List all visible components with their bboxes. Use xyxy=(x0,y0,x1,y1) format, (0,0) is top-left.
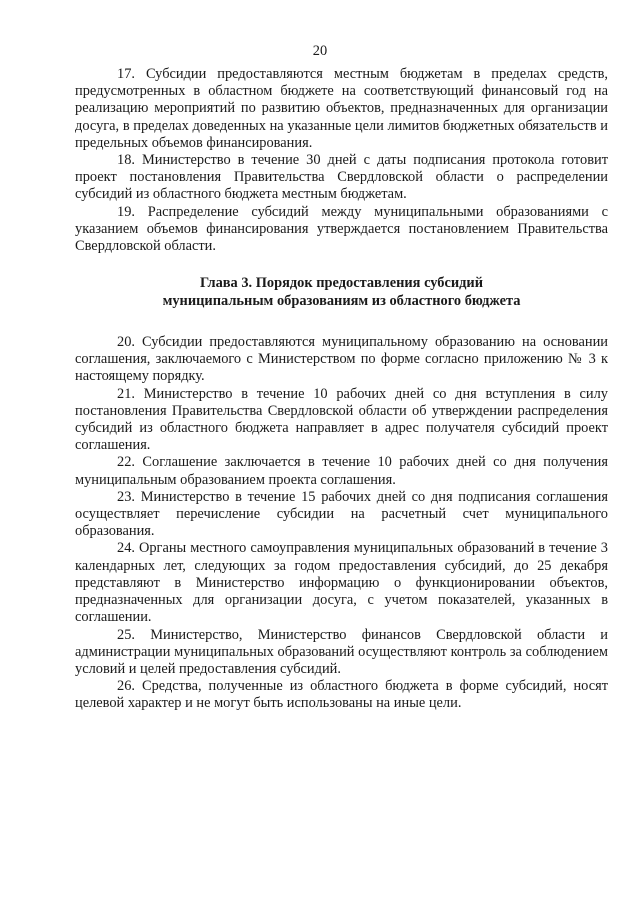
paragraph-21: 21. Министерство в течение 10 рабочих дней со дня вступления в силу постановления Правительства Свердловской области об утверждении распределения субсидий из областного бюджета направляет в адрес получателя субсидий проект соглашения. xyxy=(75,385,608,454)
document-body xyxy=(75,66,608,713)
paragraph-18: 18. Министерство в течение 30 дней с даты подписания протокола готовит проект постановления Правительства Свердловской области о распределении субсидий из областного бюджета местным бюджетам. xyxy=(75,152,608,203)
chapter-heading xyxy=(75,275,608,310)
paragraph-25: 25. Министерство, Министерство финансов Свердловской области и администрации муниципальных образований осуществляют контроль за соблюдением условий и целей предоставления субсидий. xyxy=(75,626,608,677)
paragraph-26: 26. Средства, полученные из областного бюджета в форме субсидий, носят целевой характер и не могут быть использованы на иные цели. xyxy=(75,678,608,712)
chapter-heading-line-1: Глава 3. Порядок предоставления субсидий xyxy=(199,275,484,292)
paragraph-20: 20. Субсидии предоставляются муниципальному образованию на основании соглашения, заключаемого с Министерством по форме согласно приложению № 3 к настоящему порядку. xyxy=(75,334,608,385)
paragraph-23: 23. Министерство в течение 15 рабочих дней со дня подписания соглашения осуществляет перечисление субсидии на расчетный счет муниципального образования. xyxy=(75,488,608,540)
paragraph-19: 19. Распределение субсидий между муниципальными образованиями с указанием объемов финансирования утверждается постановлением Правительства Свердловской области. xyxy=(75,203,608,255)
paragraph-22: 22. Соглашение заключается в течение 10 рабочих дней со дня получения муниципальным образованием проекта соглашения. xyxy=(75,454,608,488)
chapter-heading-line-2: муниципальным образованиям из областного бюджета xyxy=(162,292,521,309)
page-number: 20 xyxy=(312,43,328,59)
paragraph-17: 17. Субсидии предоставляются местным бюджетам в пределах средств, предусмотренных в областном бюджете на соответствующий финансовый год на реализацию мероприятий по развитию объектов, предназначенных для организации досуга, в пределах доведенных на указанные цели лимитов бюджетных обязательств и предельных объемов финансирования. xyxy=(75,66,608,151)
paragraph-24: 24. Органы местного самоуправления муниципальных образований в течение 3 календарных лет, следующих за годом предоставления субсидий, до 25 декабря представляют в Министерство информацию о функционировании объектов, предназначенных для организации досуга, с учетом показателей, указанных в соглашении. xyxy=(75,540,608,626)
